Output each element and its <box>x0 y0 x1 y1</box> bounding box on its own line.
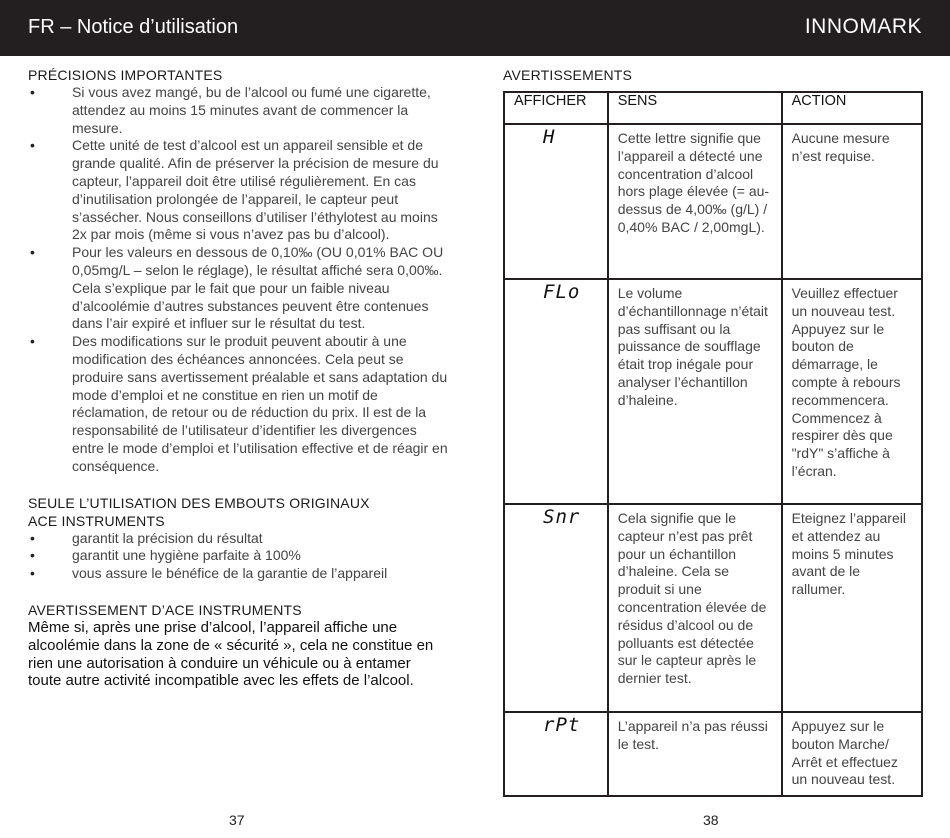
section-heading-precisions: PRÉCISIONS IMPORTANTES <box>28 67 223 83</box>
warnings-table <box>503 91 923 797</box>
section-heading-embouts: SEULE L’UTILISATION DES EMBOUTS ORIGINAUX ACE INSTRUMENTS <box>28 494 370 529</box>
embouts-list <box>28 530 448 583</box>
brand-name: INNOMARK <box>804 15 922 38</box>
display-code: rPt <box>504 712 608 796</box>
bullet-icon: • <box>30 84 35 100</box>
table-row <box>504 279 922 504</box>
meaning-cell: Le volume d’échantillonnage n’était pas suffisant ou la puissance de soufflage était trop inégale pour analyser l’échantillon d’haleine. <box>608 279 782 504</box>
header-title: FR – Notice d’utilisation <box>28 16 239 38</box>
list-item: • Des modifications sur le produit peuvent aboutir à une modification des échéances annoncées. Cela peut se produire sans avertissement préalable et sans adaptation du mode d’emploi et ne constitue en rien un motif de réclamation, de retour ou de réduction du prix. Il est de la responsabilité de l’utilisateur d’identifier les divergences entre le mode d’emploi et l’utilisation effective et de réagir en conséquence. <box>30 333 448 474</box>
right-page <box>503 66 923 797</box>
action-cell: Aucune mesure n’est requise. <box>782 124 922 279</box>
list-item: • Si vous avez mangé, bu de l’alcool ou fumé une cigarette, attendez au moins 15 minutes avant de commencer la mesure. <box>30 84 431 136</box>
bullet-icon: • <box>30 529 35 546</box>
page-number-right: 38 <box>703 812 719 828</box>
bullet-icon: • <box>30 333 35 350</box>
precisions-list <box>28 84 448 476</box>
bullet-icon: • <box>30 244 35 261</box>
column-header-afficher: AFFICHER <box>504 92 608 124</box>
left-page <box>28 66 448 690</box>
page-number-left: 37 <box>229 812 245 828</box>
meaning-cell: Cela signifie que le capteur n’est pas prêt pour un échantillon d’haleine. Cela se produit si une concentration élevée de résidus d’alcool ou de polluants est détectée sur le capteur après le dernier test. <box>608 504 782 712</box>
table-row <box>504 712 922 796</box>
list-item: • garantit une hygiène parfaite à 100% <box>30 547 301 564</box>
bullet-icon: • <box>30 565 35 582</box>
column-header-action: ACTION <box>782 92 922 124</box>
display-code: FLo <box>504 279 608 504</box>
bullet-icon: • <box>30 547 35 564</box>
list-item: • vous assure le bénéfice de la garantie de l’appareil <box>30 565 388 582</box>
list-item: • Pour les valeurs en dessous de 0,10‰ (OU 0,01% BAC OU 0,05mg/L – selon le réglage), le résultat affiché sera 0,00‰. Cela s’explique par le fait que pour un faible niveau d’alcoolémie d’autres substances peuvent être contenues dans l’air expiré et influer sur le résultat du test. <box>30 244 444 332</box>
meaning-cell: Cette lettre signifie que l’appareil a détecté une concentration d’alcool hors plage élevée (= au-dessus de 4,00‰ (g/L) / 0,40% BAC / 2,00mgL). <box>608 124 782 279</box>
table-row <box>504 124 922 279</box>
bullet-icon: • <box>30 137 35 154</box>
section-heading-avertissement: AVERTISSEMENT D’ACE INSTRUMENTS <box>28 601 302 618</box>
list-item: • Cette unité de test d’alcool est un appareil sensible et de grande qualité. Afin de préserver la précision de mesure du capteur, l’appareil doit être utilisé régulièrement. En cas d’inutilisation prolongée de l’appareil, le capteur peut s’assécher. Nous conseillons d’utiliser l’éthylotest au moins 2x par mois (même si vous n’avez pas bu d’alcool). <box>30 137 439 243</box>
display-code: H <box>504 124 608 279</box>
table-header-row <box>504 92 922 124</box>
list-item: • garantit la précision du résultat <box>30 529 263 546</box>
display-code: Snr <box>504 504 608 712</box>
table-row <box>504 504 922 712</box>
page-header <box>0 0 950 56</box>
column-header-sens: SENS <box>608 92 782 124</box>
action-cell: Eteignez l’appareil et attendez au moins 5 minutes avant de le rallumer. <box>782 504 922 712</box>
meaning-cell: L’appareil n’a pas réussi le test. <box>608 712 782 796</box>
action-cell: Veuillez effectuer un nouveau test. Appuyez sur le bouton de démarrage, le compte à rebours recommencera. Commencez à respirer dès que "rdY" s’affiche à l’écran. <box>782 279 922 504</box>
avertissement-body: Même si, après une prise d’alcool, l’appareil affiche une alcoolémie dans la zone de « sécurité », cela ne constitue en rien une autorisation à conduire un véhicule ou à entamer toute autre activité incompatible avec les effets de l’alcool. <box>28 618 434 690</box>
action-cell: Appuyez sur le bouton Marche/ Arrêt et effectuez un nouveau test. <box>782 712 922 796</box>
section-heading-avertissements: AVERTISSEMENTS <box>503 67 633 83</box>
